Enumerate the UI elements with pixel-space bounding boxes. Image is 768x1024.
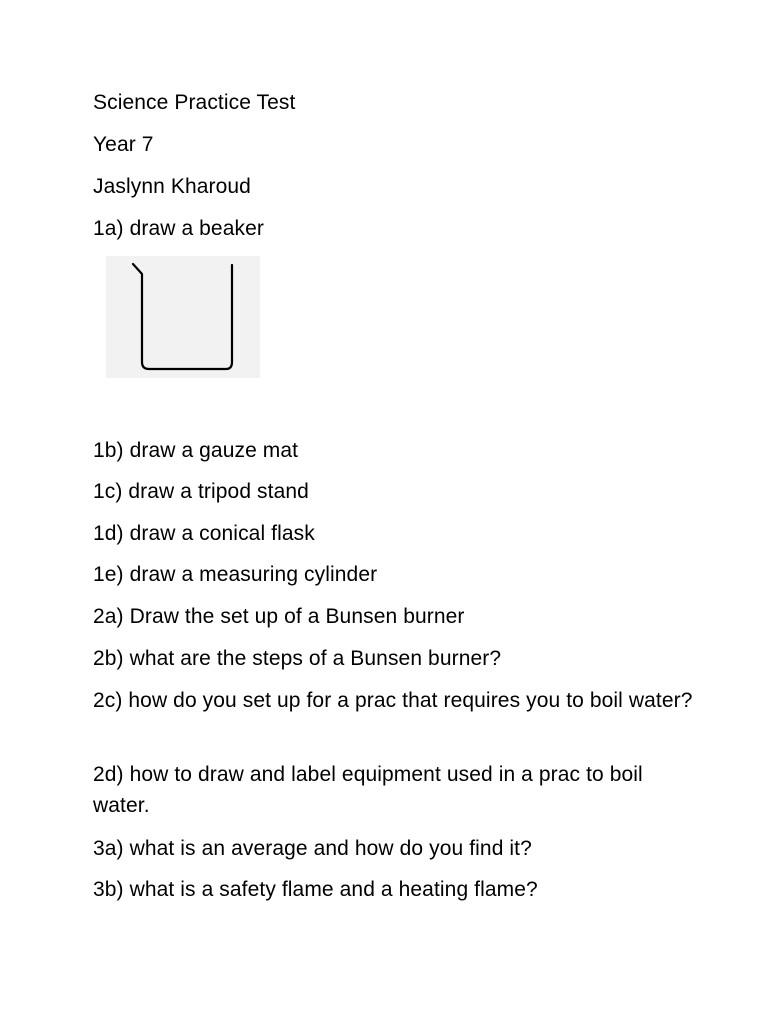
question-2a: 2a) Draw the set up of a Bunsen burner xyxy=(93,605,465,628)
question-1d: 1d) draw a conical flask xyxy=(93,522,315,545)
question-3b: 3b) what is a safety flame and a heating flame? xyxy=(93,878,538,901)
beaker-sketch-icon xyxy=(106,256,260,378)
question-1b: 1b) draw a gauze mat xyxy=(93,439,299,462)
question-2b: 2b) what are the steps of a Bunsen burner? xyxy=(93,647,502,670)
author-name: Jaslynn Kharoud xyxy=(93,175,251,198)
question-1c: 1c) draw a tripod stand xyxy=(93,480,309,503)
question-2d: 2d) how to draw and label equipment used in a prac to boil water. xyxy=(93,763,643,817)
year-level: Year 7 xyxy=(93,133,154,156)
document-title: Science Practice Test xyxy=(93,91,296,114)
question-3a: 3a) what is an average and how do you find it? xyxy=(93,837,532,860)
question-1e: 1e) draw a measuring cylinder xyxy=(93,563,378,586)
beaker-drawing xyxy=(106,256,260,378)
question-1a: 1a) draw a beaker xyxy=(93,217,264,240)
question-2c: 2c) how do you set up for a prac that requires you to boil water? xyxy=(93,689,693,712)
